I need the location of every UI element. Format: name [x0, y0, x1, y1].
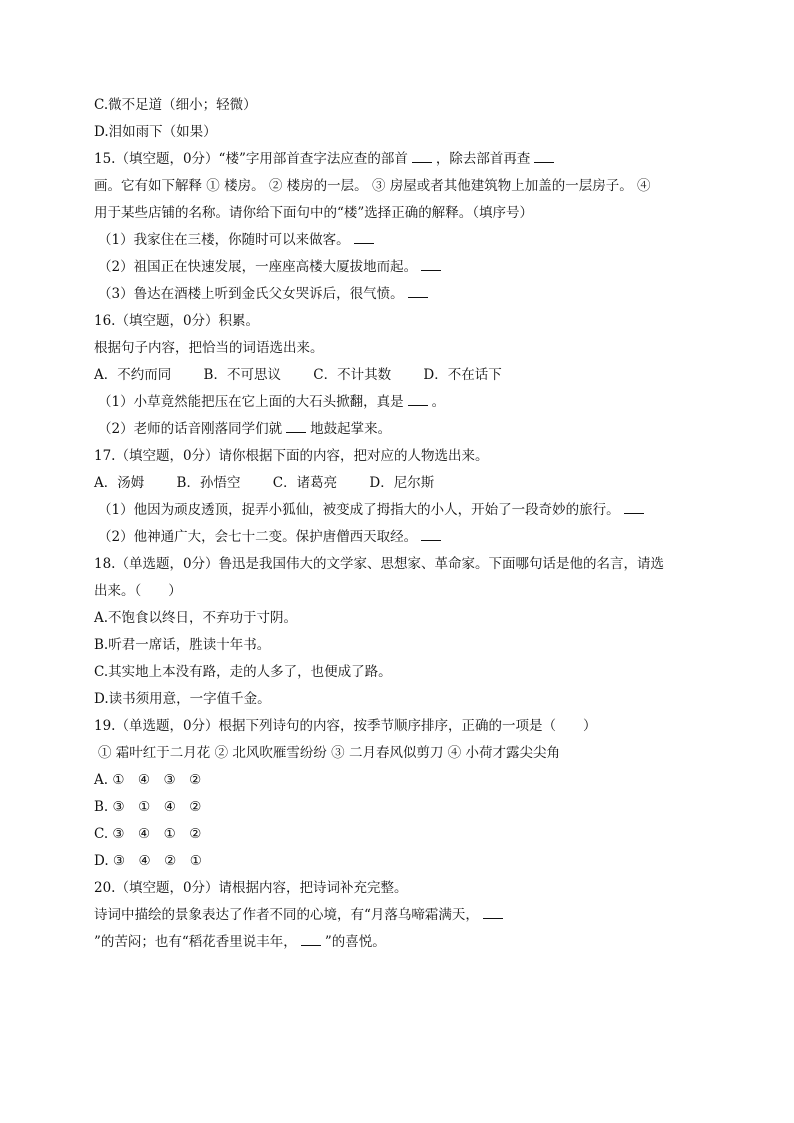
q16-item-1-end: 。 — [431, 394, 446, 410]
q20-text-1-content: 诗词中描绘的景象表达了作者不同的心境，有“月落乌啼霜满天， — [94, 907, 479, 923]
q15-item-3-blank[interactable] — [408, 283, 428, 298]
q18-option-c[interactable]: C.其实地上本没有路，走的人多了，也便成了路。 — [94, 664, 392, 680]
q15-item-2-text: （2）祖国正在快速发展，一座座高楼大厦拔地而起。 — [98, 259, 418, 275]
q18-option-d[interactable]: D.读书须用意，一字值千金。 — [94, 691, 271, 707]
q16-item-2-blank[interactable] — [286, 418, 306, 433]
q15-item-1-text: （1）我家住在三楼，你随时可以来做客。 — [98, 232, 350, 248]
document-page — [94, 92, 706, 956]
q16-option-d: D．不在话下 — [423, 367, 502, 383]
q15-blank-2[interactable] — [534, 148, 554, 163]
q16-option-b: B．不可思议 — [203, 367, 281, 383]
q17-item-2-blank[interactable] — [421, 526, 441, 541]
q17-options — [94, 470, 706, 497]
q16-instruction: 根据句子内容，把恰当的词语选出来。 — [94, 340, 324, 356]
q19-option-d[interactable]: D. ③ ④ ② ① — [94, 853, 202, 869]
q19-option-a[interactable]: A. ① ④ ③ ② — [94, 772, 202, 788]
q18-stem-cont: 出来。（ ） — [94, 583, 182, 599]
q17-item-2 — [94, 524, 706, 551]
q15-item-3-text: （3）鲁达在酒楼上听到金氏父女哭诉后，很气愤。 — [98, 286, 404, 302]
q19-option-c[interactable]: C. ③ ④ ① ② — [94, 826, 202, 842]
q15-text-a: 15.（填空题，0分）“楼”字用部首查字法应查的部首 — [94, 151, 408, 167]
q18-stem: 18.（单选题，0分）鲁迅是我国伟大的文学家、思想家、革命家。下面哪句话是他的名言，请选 — [94, 556, 665, 572]
option-d-line: D.泪如雨下（如果） — [94, 124, 217, 140]
q17-option-a: A．汤姆 — [94, 475, 145, 491]
q17-option-b: B．孙悟空 — [176, 475, 241, 491]
q19-stem: 19.（单选题，0分）根据下列诗句的内容，按季节顺序排序，正确的一项是（ ） — [94, 718, 597, 734]
q20-blank-2[interactable] — [301, 931, 321, 946]
q16-options — [94, 362, 706, 389]
q15-item-3 — [94, 281, 706, 308]
q17-option-d: D．尼尔斯 — [369, 475, 435, 491]
q15-definitions: 画。它有如下解释 ① 楼房。 ② 楼房的一层。 ③ 房屋或者其他建筑物上加盖的一层房子。 ④ — [94, 178, 651, 194]
q16-item-2-end: 地鼓起掌来。 — [310, 421, 392, 437]
q17-item-1-text: （1）他因为顽皮透顶，捉弄小狐仙，被变成了拇指大的小人，开始了一段奇妙的旅行。 — [98, 502, 620, 518]
q16-item-1-blank[interactable] — [408, 391, 428, 406]
q15-item-1-blank[interactable] — [354, 229, 374, 244]
q15-item-2 — [94, 254, 706, 281]
q20-stem: 20.（填空题，0分）请根据内容，把诗词补充完整。 — [94, 880, 408, 896]
q19-poem-items: ① 霜叶红于二月花 ② 北风吹雁雪纷纷 ③ 二月春风似剪刀 ④ 小荷才露尖尖角 — [98, 745, 561, 761]
q17-item-1 — [94, 497, 706, 524]
q17-stem: 17.（填空题，0分）请你根据下面的内容，把对应的人物选出来。 — [94, 448, 489, 464]
q16-item-1 — [94, 389, 706, 416]
q20-text-2 — [94, 929, 706, 956]
q18-option-b[interactable]: B.听君一席话，胜读十年书。 — [94, 637, 271, 653]
q15-blank-1[interactable] — [412, 148, 432, 163]
option-c-line: C.微不足道（细小；轻微） — [94, 97, 257, 113]
q20-blank-1[interactable] — [483, 904, 503, 919]
q16-item-1-text: （1）小草竟然能把压在它上面的大石头掀翻，真是 — [98, 394, 404, 410]
q16-stem: 16.（填空题，0分）积累。 — [94, 313, 260, 329]
q15-item-1 — [94, 227, 706, 254]
q20-text-1 — [94, 902, 706, 929]
q16-item-2-text: （2）老师的话音刚落同学们就 — [98, 421, 283, 437]
q19-option-b[interactable]: B. ③ ① ④ ② — [94, 799, 202, 815]
q17-option-c: C．诸葛亮 — [272, 475, 338, 491]
q15-item-2-blank[interactable] — [421, 256, 441, 271]
q16-item-2 — [94, 416, 706, 443]
q16-option-c: C．不计其数 — [313, 367, 392, 383]
q16-option-a: A．不约而同 — [94, 367, 172, 383]
q15-text-b: ，除去部首再查 — [435, 151, 531, 167]
q17-item-1-blank[interactable] — [624, 499, 644, 514]
q18-option-a[interactable]: A.不饱食以终日，不弃功于寸阴。 — [94, 610, 298, 626]
q20-text-2-end: ”的喜悦。 — [324, 934, 386, 950]
q15-instruction: 用于某些店铺的名称。请你给下面句中的“楼”选择正确的解释。（填序号） — [94, 205, 534, 221]
q17-item-2-text: （2）他神通广大，会七十二变。保护唐僧西天取经。 — [98, 529, 418, 545]
q15-stem — [94, 146, 706, 173]
q20-text-2-content: ”的苦闷；也有“稻花香里说丰年， — [94, 934, 297, 950]
